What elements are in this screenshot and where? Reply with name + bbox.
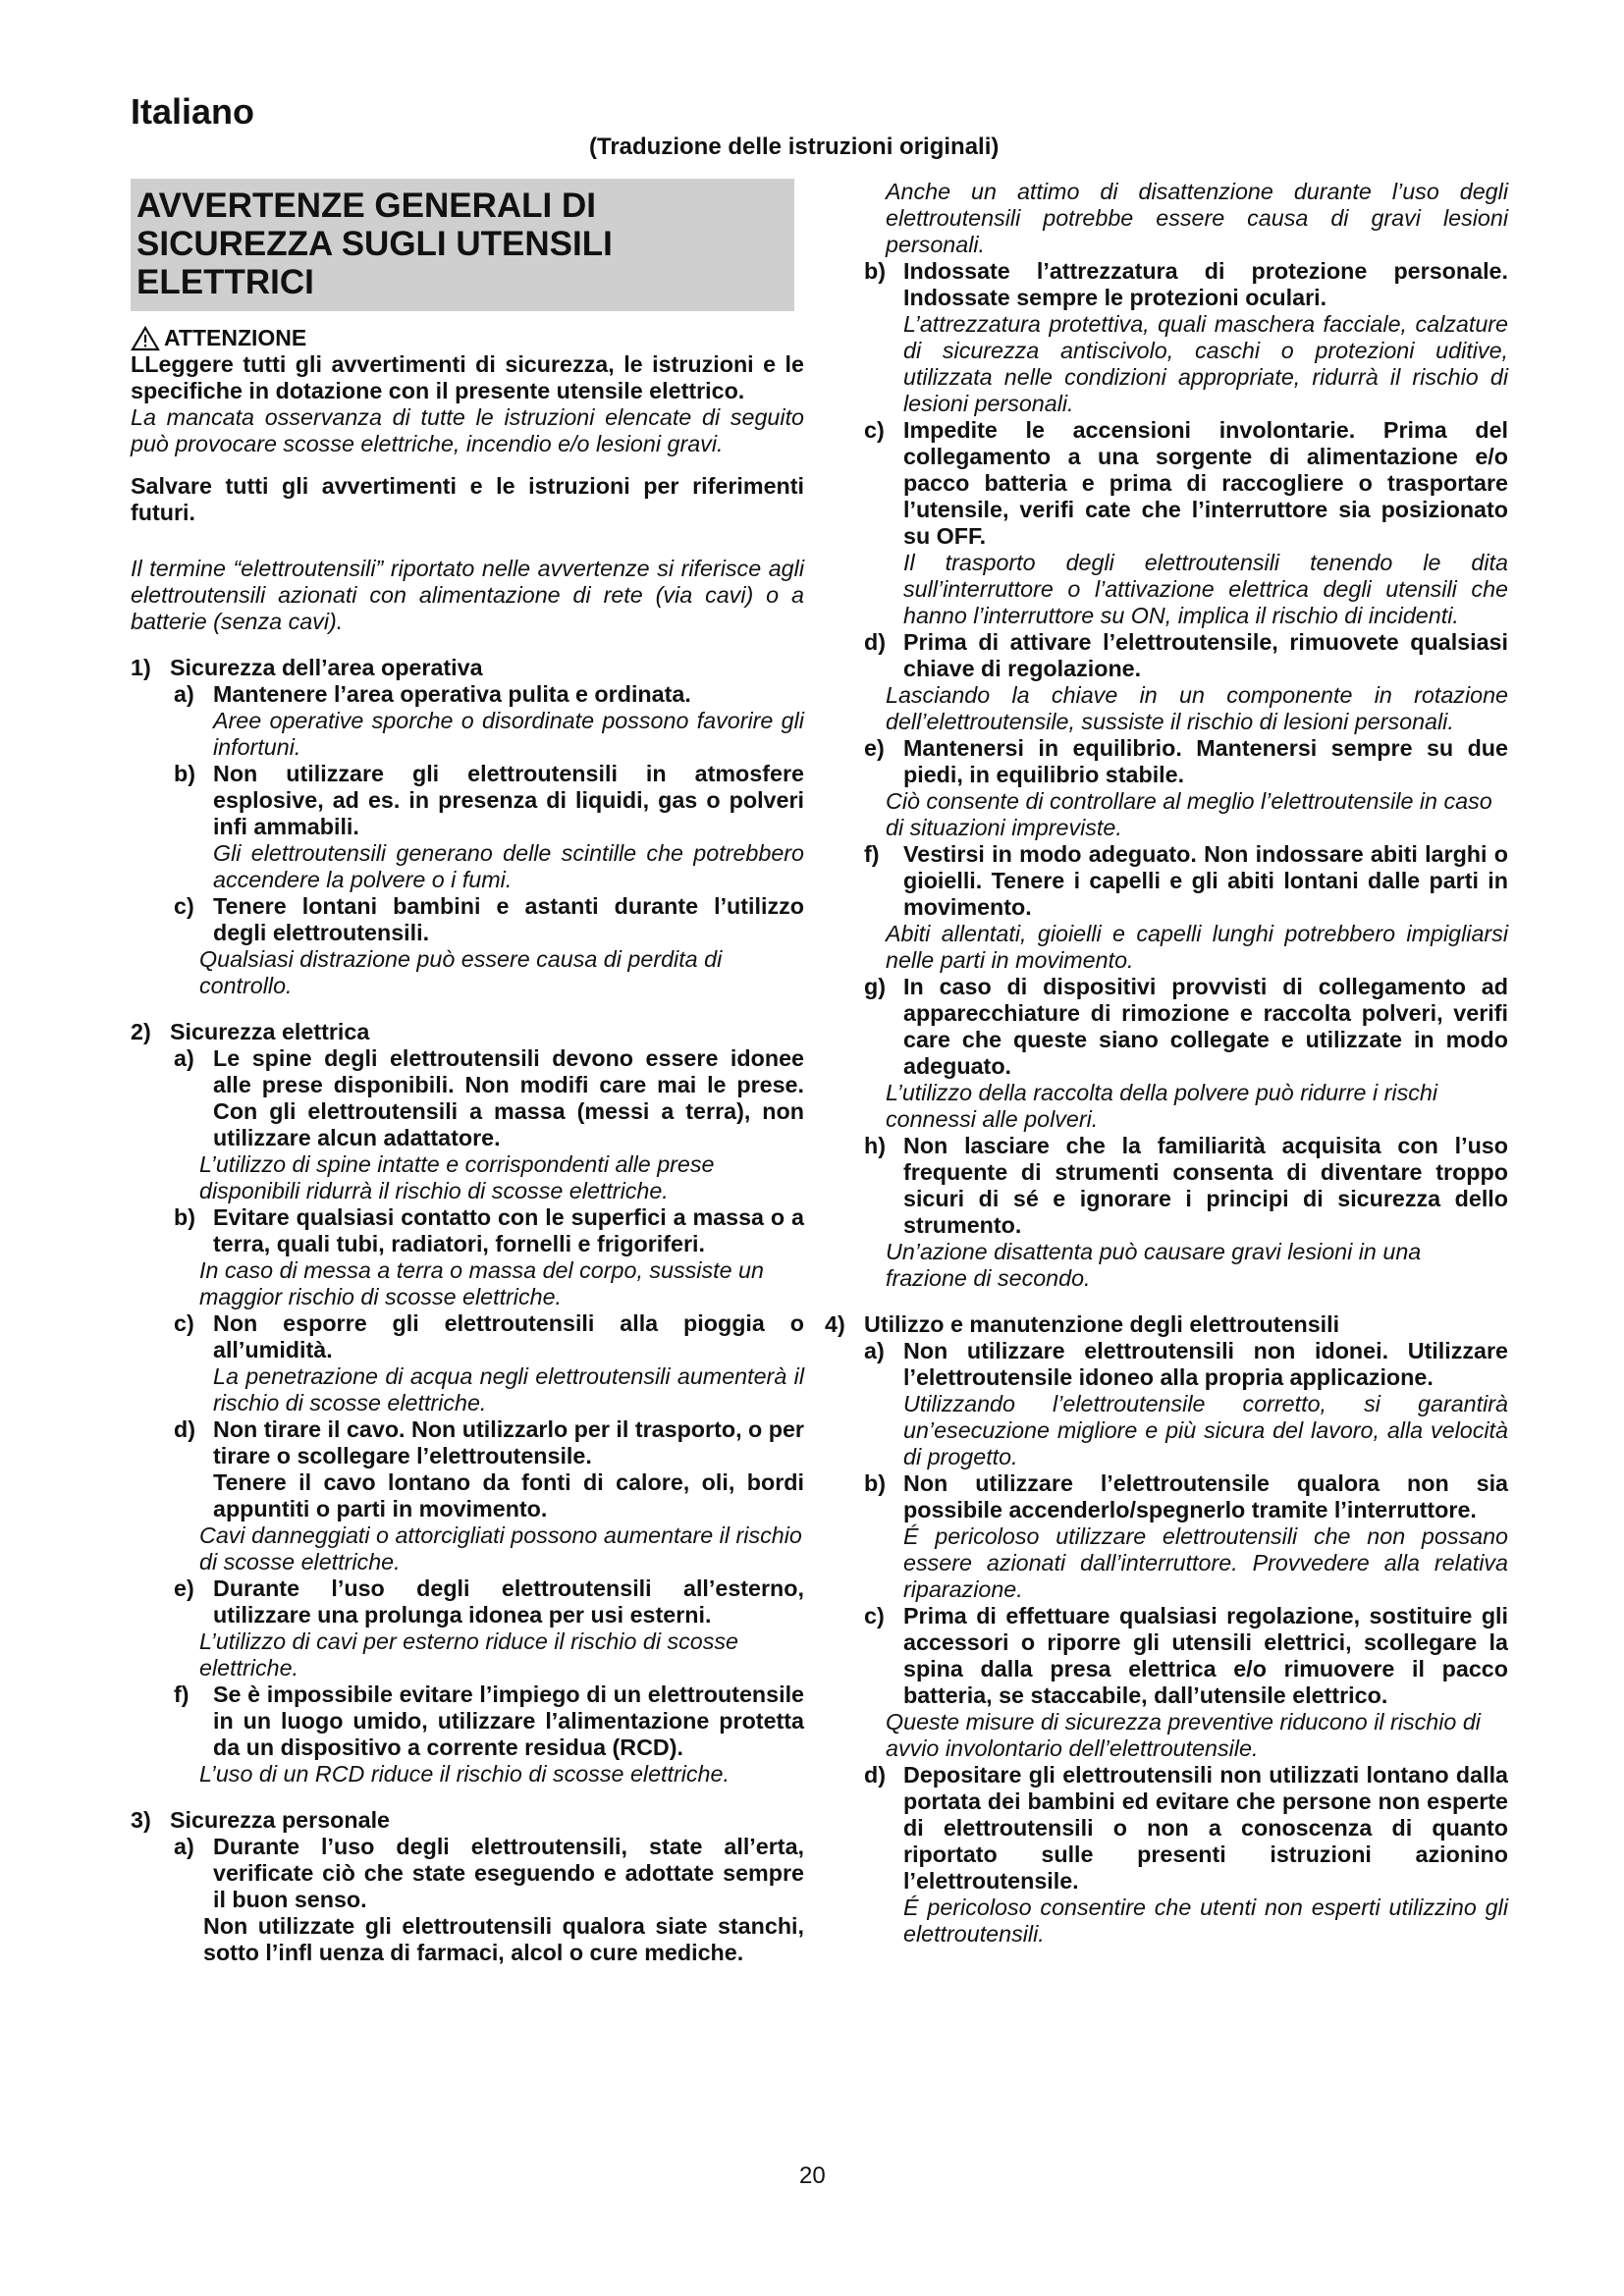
- item-note: L’utilizzo di spine intatte e corrispondenti alle prese disponibili ridurrà il rischio di scosse elettriche.: [199, 1151, 715, 1203]
- item-note: Aree operative sporche o disordinate possono favorire gli infortuni.: [213, 708, 804, 760]
- item-text: Prima di effettuare qualsiasi regolazione, sostituire gli accessori o riporre gli utensili elettrici, scollegare la spina dalla presa elettrica e/o rimuovere il pacco batteria, se staccabile, dall’utensile elettrico.: [903, 1603, 1508, 1708]
- item-note: La penetrazione di acqua negli elettroutensili aumenterà il rischio di scosse elettriche.: [213, 1363, 804, 1415]
- warning-text: LLeggere tutti gli avvertimenti di sicurezza, le istruzioni e le specifiche in dotazione con il presente utensile elettrico.: [131, 351, 804, 403]
- item-note: Il trasporto degli elettroutensili tenendo le dita sull’interruttore o l’attivazione elettrica degli utensili che hanno l’interruttore su ON, implica il rischio di incidenti.: [903, 550, 1508, 628]
- section-title-text: Utilizzo e manutenzione degli elettroutensili: [864, 1311, 1340, 1337]
- item-note: L’utilizzo di cavi per esterno riduce il rischio di scosse elettriche.: [199, 1629, 739, 1681]
- item-letter: a): [864, 1338, 885, 1363]
- item-letter: d): [174, 1416, 195, 1442]
- section-3-heading: [131, 1807, 804, 1834]
- item-text: Impedite le accensioni involontarie. Prima del collegamento a una sorgente di alimentazione e/o pacco batteria e prima di raccogliere o trasportare l’utensile, verifi cate che l’interruttore sia posizionato su OFF.: [903, 417, 1508, 549]
- section-4-heading: [825, 1311, 1508, 1338]
- list-item: [131, 893, 804, 946]
- item-text: Evitare qualsiasi contatto con le superfici a massa o a terra, quali tubi, radiatori, fornelli e frigoriferi.: [213, 1204, 804, 1256]
- section-title-text: Sicurezza personale: [170, 1807, 391, 1833]
- list-item: [131, 1310, 804, 1363]
- item-note: Utilizzando l’elettroutensile corretto, si garantirà un’esecuzione migliore e più sicura del lavoro, alla velocità di progetto.: [903, 1391, 1508, 1469]
- section-title-text: Sicurezza elettrica: [170, 1019, 370, 1044]
- list-item: [864, 1603, 1508, 1709]
- list-item: [131, 1834, 804, 1913]
- item-text: Se è impossibile evitare l’impiego di un elettroutensile in un luogo umido, utilizzare l’alimentazione protetta da un dispositivo a corrente residua (RCD).: [213, 1682, 804, 1760]
- item-text: Mantenersi in equilibrio. Mantenersi sempre su due piedi, in equilibrio stabile.: [903, 735, 1508, 787]
- item-text-continued: Non utilizzate gli elettroutensili qualora siate stanchi, sotto l’infl uenza di farmaci, alcol o cure mediche.: [203, 1913, 804, 1965]
- section-1-heading: [131, 655, 804, 681]
- item-text: Non tirare il cavo. Non utilizzarlo per il trasporto, o per tirare o scollegare l’elettroutensile.: [213, 1416, 804, 1468]
- item-note: Gli elettroutensili generano delle scintille che potrebbero accendere la polvere o i fumi.: [213, 840, 804, 892]
- item-text: Non esporre gli elettroutensili alla pioggia o all’umidità.: [213, 1310, 804, 1362]
- list-item: [864, 1133, 1508, 1239]
- item-note: Ciò consente di controllare al meglio l’elettroutensile in caso di situazioni impreviste.: [886, 788, 1492, 840]
- item-text: Durante l’uso degli elettroutensili, state all’erta, verificate ciò che state eseguendo e adottate sempre il buon senso.: [213, 1834, 804, 1912]
- item-note: Cavi danneggiati o attorcigliati possono aumentare il rischio di scosse elettriche.: [199, 1522, 802, 1575]
- item-text: Prima di attivare l’elettroutensile, rimuovete qualsiasi chiave di regolazione.: [903, 629, 1508, 681]
- item-note: L’uso di un RCD riduce il rischio di scosse elettriche.: [199, 1761, 730, 1787]
- item-text: Durante l’uso degli elettroutensili all’esterno, utilizzare una prolunga idonea per usi esterni.: [213, 1575, 804, 1628]
- section-number: 3): [131, 1807, 151, 1833]
- item-text: Le spine degli elettroutensili devono essere idonee alle prese disponibili. Non modifi care mai le prese. Con gli elettroutensili a massa (messi a terra), non utilizzare alcun adattatore.: [213, 1045, 804, 1150]
- item-note: Abiti allentati, gioielli e capelli lunghi potrebbero impigliarsi nelle parti in movimento.: [886, 921, 1508, 973]
- item-letter: e): [174, 1575, 194, 1601]
- section-number: 2): [131, 1019, 151, 1044]
- item-letter: a): [174, 1045, 194, 1071]
- item-letter: f): [174, 1682, 189, 1707]
- item-note: Lasciando la chiave in un componente in rotazione dell’elettroutensile, sussiste il rischio di lesioni personali.: [886, 682, 1508, 734]
- item-letter: a): [174, 681, 194, 707]
- list-item: [864, 735, 1508, 788]
- item-note: L’utilizzo della raccolta della polvere può ridurre i rischi connessi alle polveri.: [886, 1080, 1437, 1132]
- item-note: É pericoloso utilizzare elettroutensili che non possano essere azionati dall’interruttore. Provvedere alla relativa riparazione.: [903, 1523, 1508, 1602]
- section-2-heading: [131, 1019, 804, 1045]
- item-text: In caso di dispositivi provvisti di collegamento ad apparecchiature di rimozione e raccolta polveri, verifi care che queste siano collegate e utilizzate in modo adeguato.: [903, 974, 1508, 1079]
- language-heading: Italiano: [131, 91, 255, 132]
- item-note: É pericoloso consentire che utenti non esperti utilizzino gli elettroutensili.: [903, 1895, 1508, 1947]
- list-item: [131, 1204, 804, 1257]
- save-instructions: Salvare tutti gli avvertimenti e le istruzioni per riferimenti futuri.: [131, 473, 804, 525]
- item-note: In caso di messa a terra o massa del corpo, sussiste un maggior rischio di scosse elettriche.: [199, 1257, 764, 1309]
- list-item: [131, 1682, 804, 1761]
- item-note: Un’azione disattenta può causare gravi lesioni in una frazione di secondo.: [886, 1239, 1422, 1291]
- list-item: [864, 1762, 1508, 1895]
- item-letter: c): [174, 1310, 194, 1336]
- list-item: [864, 258, 1508, 311]
- left-column: [131, 179, 804, 1966]
- definition-text: Il termine “elettroutensili” riportato nelle avvertenze si riferisce agli elettroutensili azionati con alimentazione di rete (via cavi) o a batterie (senza cavi).: [131, 556, 804, 634]
- list-item: [864, 629, 1508, 682]
- item-note: Qualsiasi distrazione può essere causa di perdita di controllo.: [199, 946, 723, 998]
- item-letter: d): [864, 1762, 886, 1788]
- item-letter: g): [864, 974, 886, 999]
- item-text-continued: Tenere il cavo lontano da fonti di calore, oli, bordi appuntiti o parti in movimento.: [213, 1469, 804, 1522]
- list-item: [864, 841, 1508, 921]
- item-text: Non utilizzare l’elettroutensile qualora non sia possibile accenderlo/spegnerlo tramite l’interruttore.: [903, 1470, 1508, 1522]
- item-text: Non lasciare che la familiarità acquisita con l’uso frequente di strumenti consenta di diventare troppo sicuri di sé e ignorare i principi di sicurezza dello strumento.: [903, 1133, 1508, 1238]
- item-letter: c): [864, 417, 885, 443]
- item-text: Non utilizzare elettroutensili non idonei. Utilizzare l’elettroutensile idoneo alla propria applicazione.: [903, 1338, 1508, 1390]
- item-letter: c): [864, 1603, 885, 1629]
- item-letter: d): [864, 629, 886, 655]
- item-letter: b): [864, 1470, 886, 1496]
- warning-note: La mancata osservanza di tutte le istruzioni elencate di seguito può provocare scosse elettriche, incendio e/o lesioni gravi.: [131, 404, 804, 456]
- item-text: Tenere lontani bambini e astanti durante l’utilizzo degli elettroutensili.: [213, 893, 804, 945]
- list-item: [131, 1575, 804, 1629]
- list-item: [864, 1338, 1508, 1391]
- right-column: [825, 179, 1508, 1948]
- item-letter: b): [174, 761, 195, 786]
- list-item: [864, 417, 1508, 550]
- list-item: [131, 761, 804, 840]
- list-item: [131, 1045, 804, 1151]
- section-title: AVVERTENZE GENERALI DI SICUREZZA SUGLI UTENSILI ELETTRICI: [131, 179, 794, 311]
- section-title-text: Sicurezza dell’area operativa: [170, 655, 483, 680]
- item-text: Vestirsi in modo adeguato. Non indossare abiti larghi o gioielli. Tenere i capelli e gli abiti lontani dalle parti in movimento.: [903, 841, 1508, 920]
- list-item: [131, 1416, 804, 1469]
- section-number: 1): [131, 655, 151, 680]
- item-text: Depositare gli elettroutensili non utilizzati lontano dalla portata dei bambini ed evitare che persone non esperte di elettroutensili o non a conoscenza di quanto riportato sulle presenti istruzioni azionino l’elettroutensile.: [903, 1762, 1508, 1894]
- item-note: Anche un attimo di disattenzione durante l’uso degli elettroutensili potrebbe essere causa di gravi lesioni personali.: [886, 179, 1508, 257]
- page-number: 20: [799, 2163, 826, 2189]
- item-text: Mantenere l’area operativa pulita e ordinata.: [213, 681, 691, 707]
- warning-triangle-icon: [131, 326, 160, 351]
- item-note: Queste misure di sicurezza preventive riducono il rischio di avvio involontario dell’elettroutensile.: [886, 1709, 1481, 1761]
- translation-subtitle: (Traduzione delle istruzioni originali): [589, 133, 1000, 160]
- list-item: [864, 974, 1508, 1080]
- item-letter: h): [864, 1133, 886, 1158]
- item-text: Non utilizzare gli elettroutensili in atmosfere esplosive, ad es. in presenza di liquidi, gas o polveri infi ammabili.: [213, 761, 804, 839]
- warning-label: ATTENZIONE: [164, 325, 307, 350]
- warning-heading: [131, 325, 804, 351]
- section-number: 4): [825, 1311, 845, 1337]
- list-item: [131, 681, 804, 708]
- item-text: Indossate l’attrezzatura di protezione personale. Indossate sempre le protezioni oculari.: [903, 258, 1508, 310]
- item-letter: c): [174, 893, 194, 919]
- item-letter: a): [174, 1834, 194, 1859]
- item-letter: f): [864, 841, 880, 867]
- item-letter: b): [174, 1204, 195, 1230]
- list-item: [864, 1470, 1508, 1523]
- item-letter: e): [864, 735, 885, 761]
- item-letter: b): [864, 258, 886, 284]
- item-note: L’attrezzatura protettiva, quali maschera facciale, calzature di sicurezza antiscivolo, caschi o protezioni uditive, utilizzata nelle condizioni appropriate, ridurrà il rischio di lesioni personali.: [903, 311, 1508, 416]
